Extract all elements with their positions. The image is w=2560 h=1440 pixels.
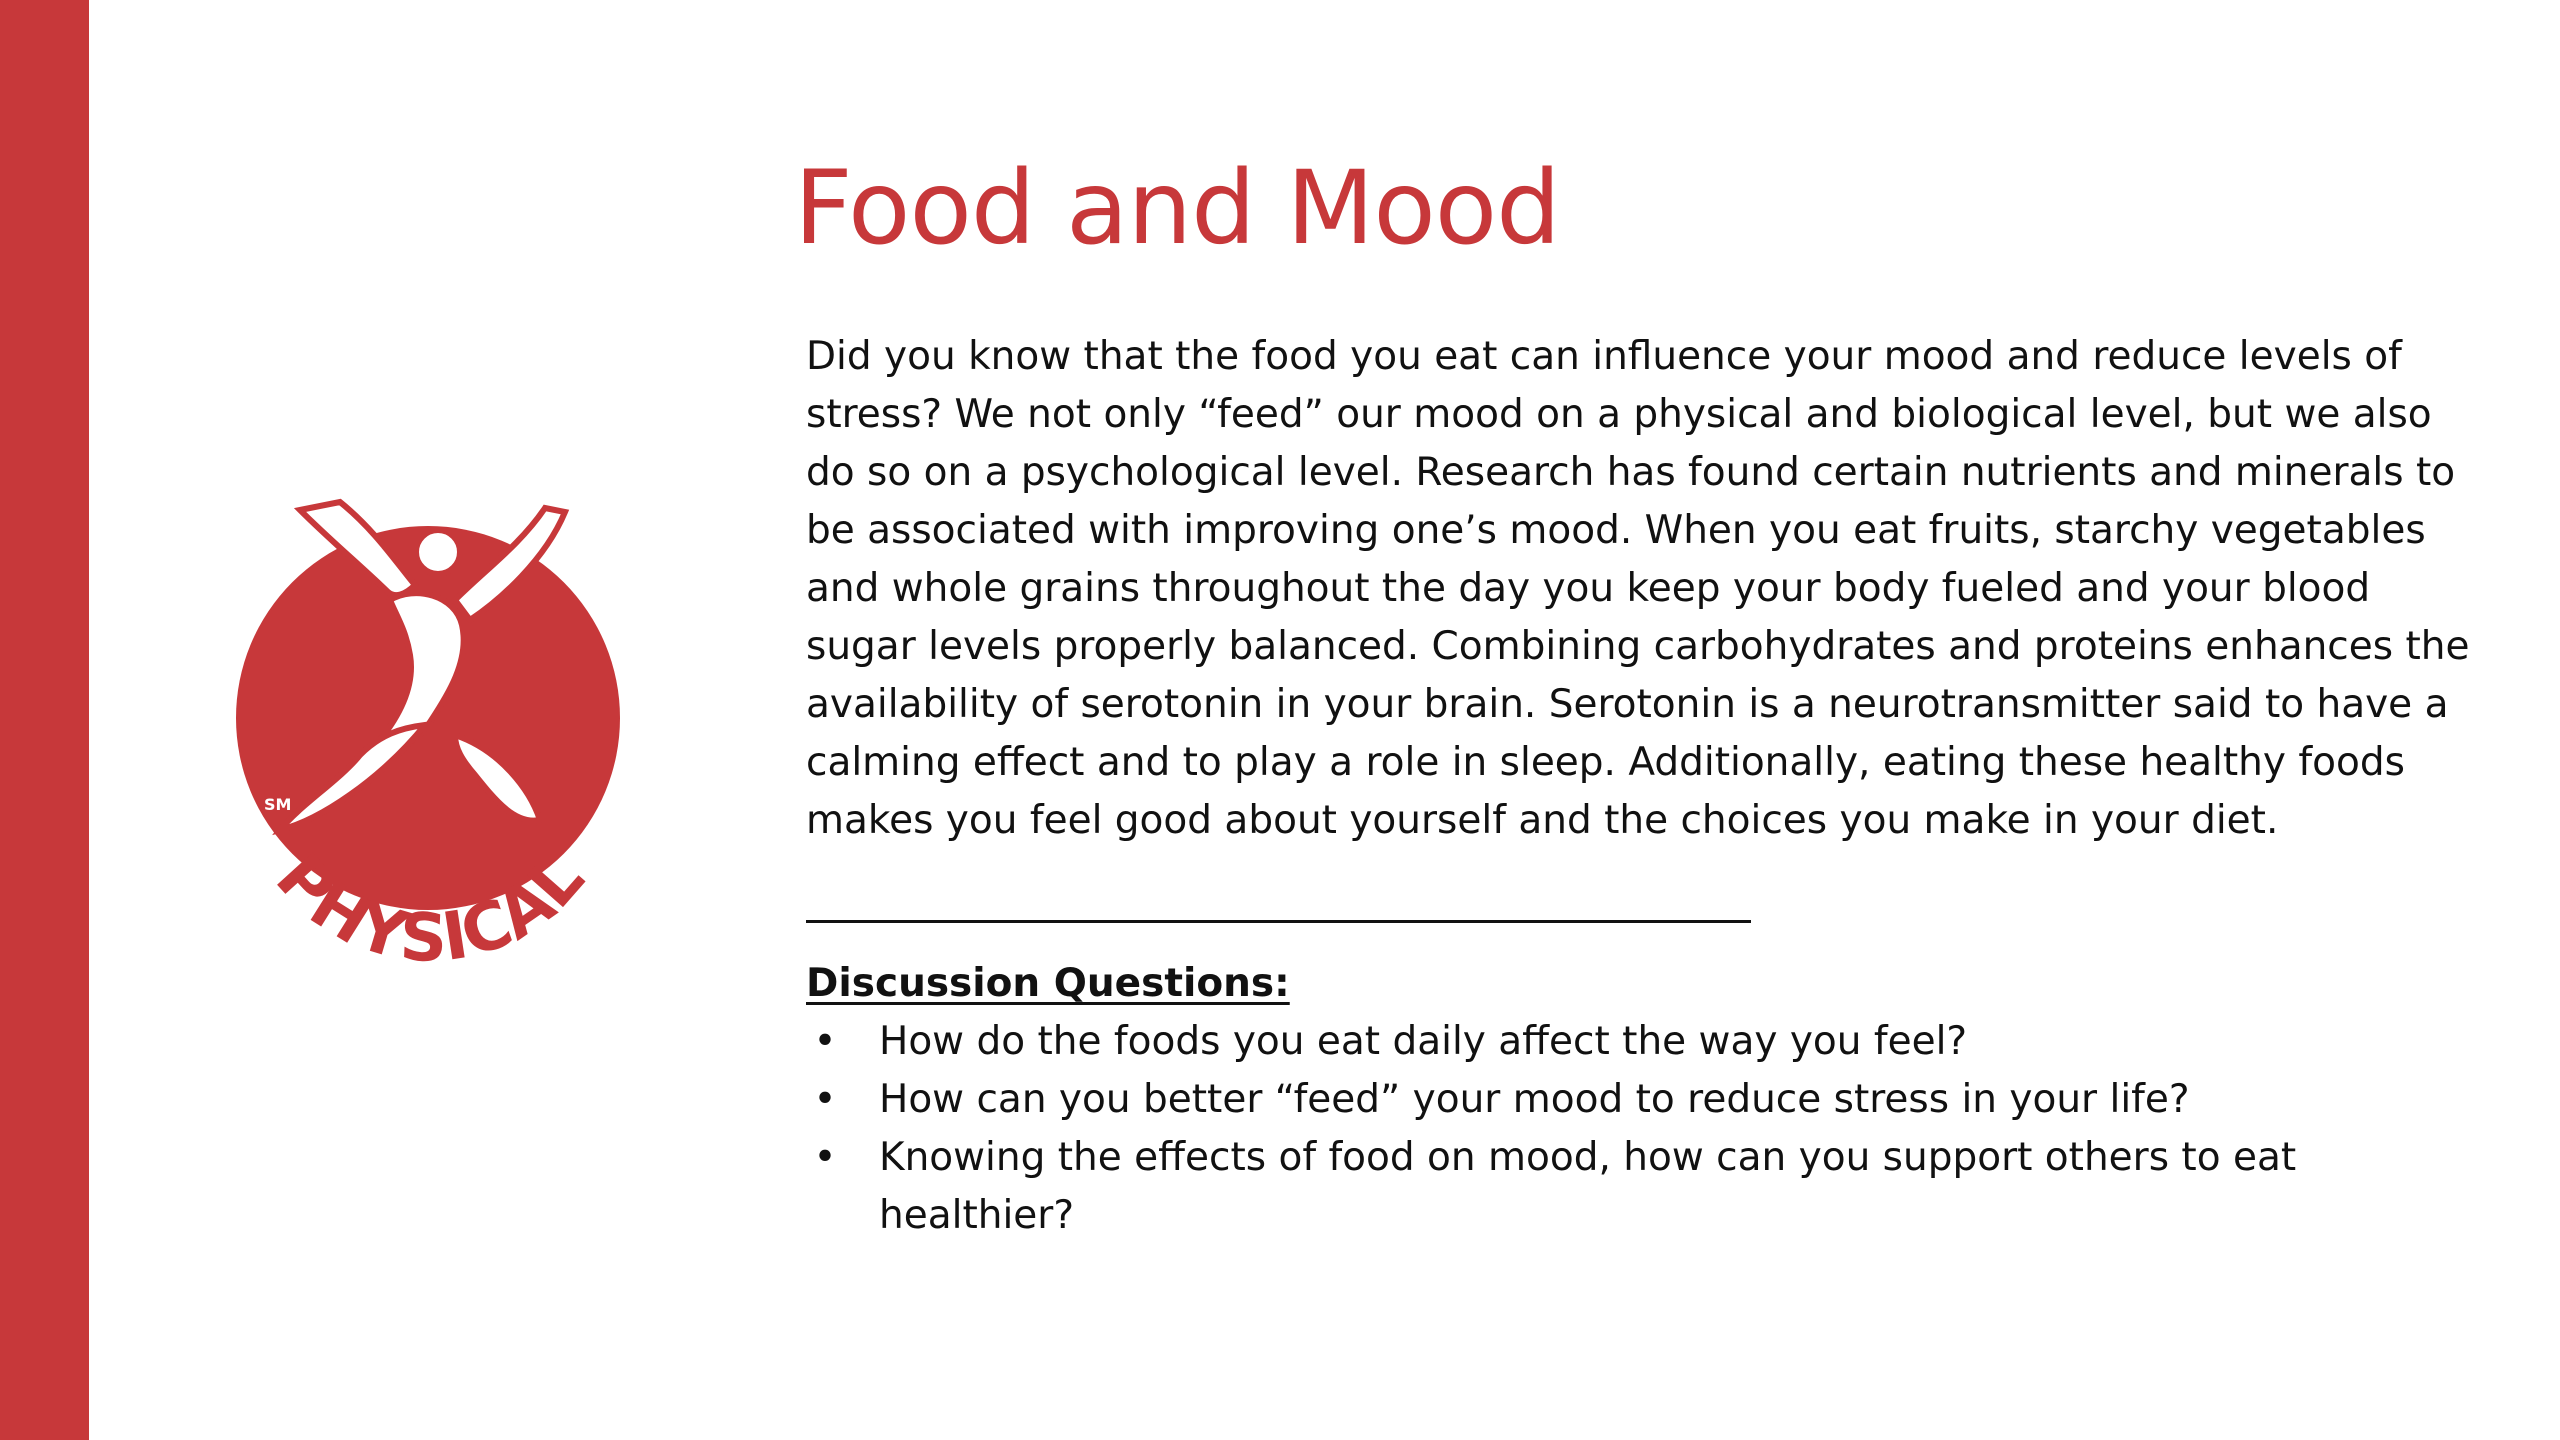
bullet-icon: • bbox=[813, 1019, 837, 1064]
discussion-question: Knowing the effects of food on mood, how can you support others to eat healthier? bbox=[879, 1135, 2297, 1238]
discussion-item bbox=[806, 1013, 2486, 1071]
side-accent-bar bbox=[0, 0, 89, 1440]
discussion-question: How do the foods you eat daily affect the way you feel? bbox=[879, 1019, 1968, 1064]
discussion-heading: Discussion Questions: bbox=[806, 961, 1290, 1006]
slide-title: Food and Mood bbox=[794, 149, 1560, 268]
bullet-icon: • bbox=[813, 1077, 837, 1122]
discussion-list bbox=[806, 1013, 2486, 1245]
bullet-icon: • bbox=[813, 1135, 837, 1180]
physical-logo bbox=[200, 490, 660, 1010]
divider-line bbox=[806, 920, 1751, 923]
discussion-item bbox=[806, 1129, 2486, 1245]
logo-text-path: PHYSICAL bbox=[261, 839, 599, 978]
body-paragraph: Did you know that the food you eat can influence your mood and reduce levels of stress? We not only “feed” our mood on a physical and biological level, but we also do so on a psychological level. Research has found certain nutrients and minerals to be associated with improving one’s mood. When you eat fruits, starchy vegetables and whole grains throughout the day you keep your body fueled and your blood sugar levels properly balanced. Combining carbohydrates and proteins enhances the availability of serotonin in your brain. Serotonin is a neurotransmitter said to have a calming effect and to play a role in sleep. Additionally, eating these healthy foods makes you feel good about yourself and the choices you make in your diet. bbox=[806, 334, 2470, 843]
discussion-item bbox=[806, 1071, 2486, 1129]
discussion-question: How can you better “feed” your mood to reduce stress in your life? bbox=[879, 1077, 2190, 1122]
physical-logo-graphic bbox=[200, 490, 660, 1010]
slide-content bbox=[806, 328, 2486, 1245]
logo-sm-mark: SM bbox=[264, 795, 292, 814]
